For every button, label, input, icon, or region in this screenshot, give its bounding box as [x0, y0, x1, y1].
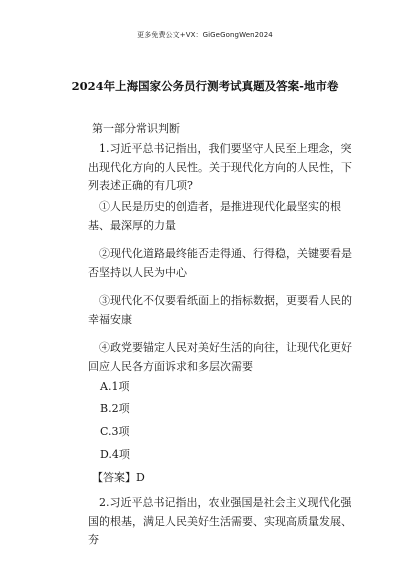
- section-heading: 第一部分常识判断: [92, 122, 180, 135]
- question-1-option-c: C.3项: [100, 425, 130, 438]
- question-1-answer: 【答案】D: [92, 471, 145, 484]
- document-title: 2024年上海国家公务员行测考试真题及答案-地市卷: [71, 79, 339, 93]
- question-1-statement-3: ③现代化不仅要看纸面上的指标数据，更要看人民的幸福安康: [88, 294, 352, 326]
- question-2-stem: 2.习近平总书记指出，农业强国是社会主义现代化强国的根基，满足人民美好生活需要、实现高质量发展、夯: [88, 496, 352, 547]
- question-1-stem: 1.习近平总书记指出，我们要坚守人民至上理念，突出现代化方向的人民性。关于现代化方向的人民性，下列表述正确的有几项?: [88, 142, 352, 193]
- question-1-option-b: B.2项: [100, 402, 130, 415]
- question-1-statement-4: ④政党要锚定人民对美好生活的向往，让现代化更好回应人民各方面诉求和多层次需要: [88, 341, 352, 373]
- question-1-statement-1: ①人民是历史的创造者，是推进现代化最坚实的根基、最深厚的力量: [88, 200, 341, 232]
- question-1-option-a: A.1项: [100, 380, 130, 393]
- question-1-statement-2: ②现代化道路最终能否走得通、行得稳，关键要看是否坚持以人民为中心: [88, 247, 352, 279]
- question-1-option-d: D.4项: [100, 448, 130, 461]
- header-note: 更多免费公文+VX：GiGeGongWen2024: [137, 31, 273, 39]
